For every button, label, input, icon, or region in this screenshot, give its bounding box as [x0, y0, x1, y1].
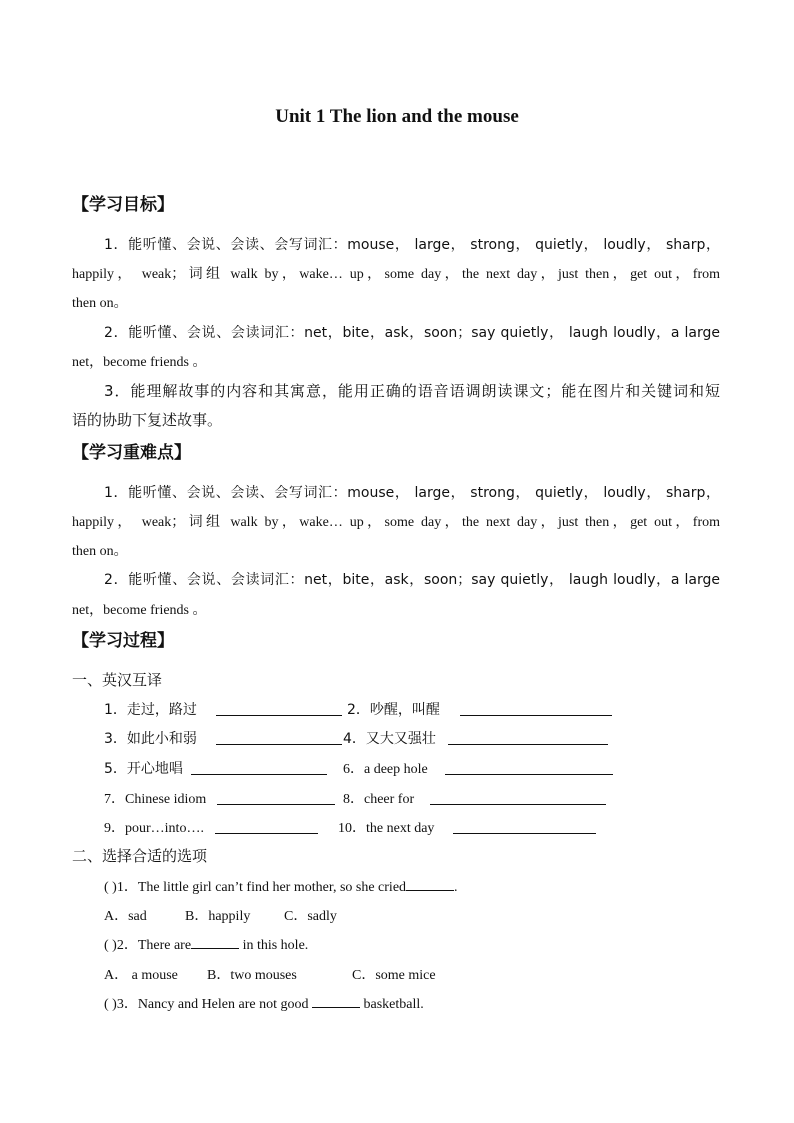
- objectives-line-5: net，become friends 。: [72, 355, 207, 370]
- answer-blank-8[interactable]: [430, 790, 606, 805]
- question-2-blank[interactable]: [191, 934, 239, 949]
- key-points-line-3: then on。: [72, 544, 128, 559]
- answer-blank-5[interactable]: [191, 760, 327, 775]
- question-3-blank[interactable]: [312, 993, 360, 1008]
- question-1-option-c[interactable]: C．sadly: [284, 909, 337, 924]
- question-2-option-c[interactable]: C．some mice: [352, 968, 436, 983]
- answer-blank-10[interactable]: [453, 819, 596, 834]
- key-points-heading: 【学习重难点】: [72, 443, 191, 463]
- question-3: [104, 993, 424, 1013]
- objectives-line-3: then on。: [72, 296, 128, 311]
- question-2-option-b[interactable]: B．two mouses: [207, 968, 297, 983]
- translation-item-8: 8．cheer for: [343, 792, 415, 807]
- question-1-stem-end: .: [454, 880, 458, 895]
- question-1-option-b[interactable]: B．happily: [185, 909, 251, 924]
- objectives-line-6: 3．能理解故事的内容和其寓意，能用正确的语音语调朗读课文；能在图片和关键词和短: [104, 382, 720, 400]
- question-1-blank[interactable]: [406, 876, 454, 891]
- answer-blank-9[interactable]: [215, 819, 318, 834]
- question-3-stem-end: basketball.: [359, 997, 424, 1012]
- translation-item-3: 3．如此小和弱: [104, 731, 197, 747]
- question-2-stem: ( )2．There are: [104, 938, 192, 953]
- objectives-line-1: 1．能听懂、会说、会读、会写词汇：mouse， large， strong， quietly， loudly， sharp，: [104, 237, 720, 253]
- process-heading: 【学习过程】: [72, 631, 174, 651]
- question-3-stem: ( )3．Nancy and Helen are not good: [104, 997, 312, 1012]
- section-choice: 二、选择合适的选项: [72, 847, 208, 865]
- translation-item-9: 9．pour…into….: [104, 821, 204, 836]
- objectives-line-4: 2．能听懂、会说、会读词汇：net，bite，ask，soon；say quietly， laugh loudly，a large: [104, 325, 720, 341]
- question-1-stem: ( )1．The little girl can’t find her mother, so she cried: [104, 880, 407, 895]
- objectives-line-7: 语的协助下复述故事。: [72, 411, 223, 429]
- question-1-option-a[interactable]: A．sad: [104, 909, 147, 924]
- key-points-line-1: 1．能听懂、会说、会读、会写词汇：mouse， large， strong， quietly， loudly， sharp，: [104, 485, 720, 501]
- key-points-line-4: 2．能听懂、会说、会读词汇：net，bite，ask，soon；say quietly， laugh loudly，a large: [104, 572, 720, 588]
- translation-item-2: 2．吵醒，叫醒: [347, 702, 440, 718]
- answer-blank-6[interactable]: [445, 760, 613, 775]
- key-points-line-5: net，become friends 。: [72, 603, 207, 618]
- objectives-heading: 【学习目标】: [72, 195, 174, 215]
- key-points-line-2: happily， weak；词组 walk by，wake… up，some day，the next day，just then，get out，from: [72, 515, 720, 530]
- translation-item-1: 1．走过，路过: [104, 702, 197, 718]
- translation-item-4: 4．又大又强壮: [343, 731, 436, 747]
- question-2-stem-end: in this hole.: [239, 938, 309, 953]
- question-2: [104, 934, 308, 954]
- answer-blank-2[interactable]: [460, 701, 612, 716]
- question-1: [104, 876, 458, 896]
- translation-item-5: 5．开心地唱: [104, 761, 183, 777]
- section-translation: 一、英汉互译: [72, 671, 163, 689]
- answer-blank-4[interactable]: [448, 730, 608, 745]
- translation-item-6: 6．a deep hole: [343, 762, 428, 777]
- translation-item-7: 7．Chinese idiom: [104, 792, 207, 807]
- answer-blank-1[interactable]: [216, 701, 342, 716]
- answer-blank-7[interactable]: [217, 790, 335, 805]
- question-2-option-a[interactable]: A． a mouse: [104, 968, 178, 983]
- translation-item-10: 10．the next day: [338, 821, 435, 836]
- objectives-line-2: happily， weak；词组 walk by，wake… up，some day，the next day，just then，get out，from: [72, 267, 720, 282]
- answer-blank-3[interactable]: [216, 730, 342, 745]
- page-title: Unit 1 The lion and the mouse: [275, 106, 519, 127]
